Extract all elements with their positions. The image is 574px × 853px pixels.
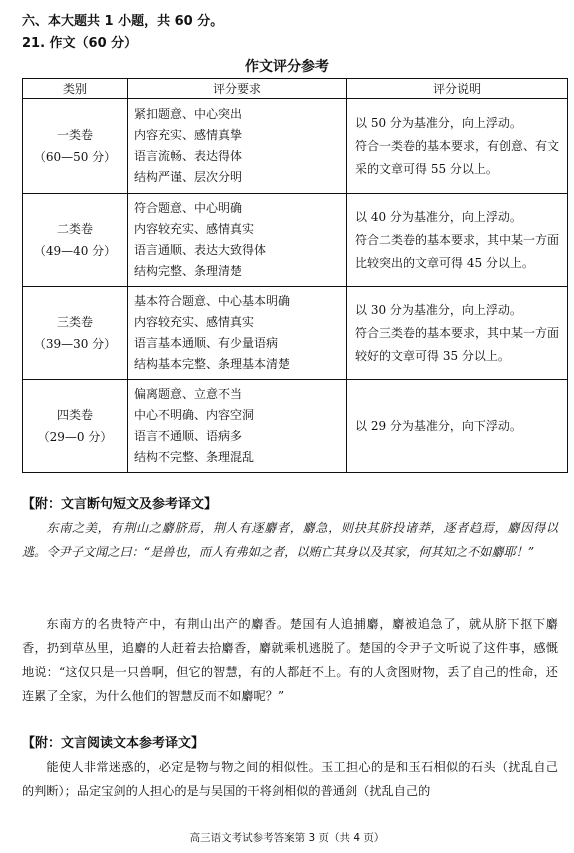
requirement-line: 语言基本通顺、有少量语病	[134, 336, 279, 350]
notes-cell	[347, 99, 568, 194]
table-row	[23, 380, 568, 473]
requirement-line: 偏离题意、立意不当	[134, 387, 243, 401]
reading-translation-paragraph: 能使人非常迷惑的，必定是物与物之间的相似性。玉工担心的是和玉石相似的石头（扰乱自己的判断）；品定宝剑的人担心的是与吴国的干将剑相似的普通剑（扰乱自己的	[22, 760, 558, 798]
page-footer: 高三语文考试参考答案第 3 页（共 4 页）	[189, 832, 385, 844]
header-notes: 评分说明	[347, 79, 568, 99]
table-row	[23, 99, 568, 194]
requirement-line: 内容较充实、感情真实	[134, 222, 255, 236]
table-row	[23, 287, 568, 380]
requirements-cell	[128, 380, 347, 473]
requirements-cell	[128, 194, 347, 287]
note-line: 以 30 分为基准分，向上浮动。	[355, 302, 522, 317]
header-requirements: 评分要求	[128, 79, 347, 99]
table-title: 作文评分参考	[245, 59, 329, 75]
header-category: 类别	[23, 79, 128, 99]
requirement-line: 语言流畅、表达得体	[134, 149, 243, 163]
notes-cell	[347, 194, 568, 287]
classical-text-paragraph: 东南之美，有荆山之麝脐焉，荆人有逐麝者，麝急，则抉其脐投诸莽，逐者趋焉，麝因得以逃。令尹子文闻之曰：“是兽也，而人有弗如之者，以贿亡其身以及其家，何其知之不如麝耶！”	[22, 521, 558, 559]
category-cell	[23, 380, 128, 473]
requirement-line: 中心不明确、内容空洞	[134, 408, 255, 422]
table-header-row	[23, 79, 568, 99]
requirement-line: 结构不完整、条理混乱	[134, 450, 255, 464]
requirement-line: 内容较充实、感情真实	[134, 315, 255, 329]
category-cell	[23, 194, 128, 287]
requirement-line: 结构基本完整、条理基本清楚	[134, 357, 291, 371]
table-row	[23, 194, 568, 287]
category-name: 二类卷	[56, 222, 93, 236]
category-name: 一类卷	[56, 128, 93, 142]
requirement-line: 语言不通顺、语病多	[134, 429, 243, 443]
requirement-line: 紧扣题意、中心突出	[134, 107, 243, 121]
requirements-cell	[128, 99, 347, 194]
requirement-line: 内容充实、感情真挚	[134, 128, 243, 142]
category-name: 三类卷	[56, 315, 93, 329]
note-line: 符合一类卷的基本要求，有创意、有文采的文章可得 55 分以上。	[355, 138, 560, 176]
appendix-heading: 【附：文言断句短文及参考译文】	[22, 497, 218, 512]
translation-paragraph: 东南方的名贵特产中，有荆山出产的麝香。楚国有人追捕麝，麝被追急了，就从脐下抠下麝香，扔到草丛里，追麝的人赶着去拾麝香，麝就乘机逃脱了。楚国的令尹子文听说了这件事，感慨地说：“这仅只是一只兽啊，但它的智慧，有的人都赶不上。有的人贪图财物，丢了自己的性命，还连累了全家，为什么他们的智慧反而不如麝呢？”	[22, 617, 558, 703]
category-range: （60—50 分）	[33, 150, 117, 164]
requirements-cell	[128, 287, 347, 380]
scoring-table	[22, 78, 568, 473]
note-line: 符合三类卷的基本要求，其中某一方面较好的文章可得 35 分以上。	[355, 325, 560, 363]
requirement-line: 结构严谨、层次分明	[134, 170, 243, 184]
note-line: 以 50 分为基准分，向上浮动。	[355, 115, 522, 130]
question-heading: 21. 作文（60 分）	[22, 36, 138, 51]
notes-cell	[347, 287, 568, 380]
note-line: 以 40 分为基准分，向上浮动。	[355, 209, 522, 224]
appendix-heading: 【附：文言阅读文本参考译文】	[22, 736, 205, 751]
category-name: 四类卷	[56, 408, 93, 422]
category-range: （49—40 分）	[33, 244, 117, 258]
note-line: 符合二类卷的基本要求，其中某一方面比较突出的文章可得 45 分以上。	[355, 232, 560, 270]
requirement-line: 基本符合题意、中心基本明确	[134, 294, 291, 308]
category-cell	[23, 287, 128, 380]
note-line: 以 29 分为基准分，向下浮动。	[355, 418, 522, 433]
category-cell	[23, 99, 128, 194]
category-range: （29—0 分）	[37, 430, 113, 444]
category-range: （39—30 分）	[33, 337, 117, 351]
section-heading: 六、本大题共 1 小题，共 60 分。	[22, 14, 224, 29]
notes-cell	[347, 380, 568, 473]
requirement-line: 语言通顺、表达大致得体	[134, 243, 267, 257]
requirement-line: 结构完整、条理清楚	[134, 264, 243, 278]
requirement-line: 符合题意、中心明确	[134, 201, 243, 215]
